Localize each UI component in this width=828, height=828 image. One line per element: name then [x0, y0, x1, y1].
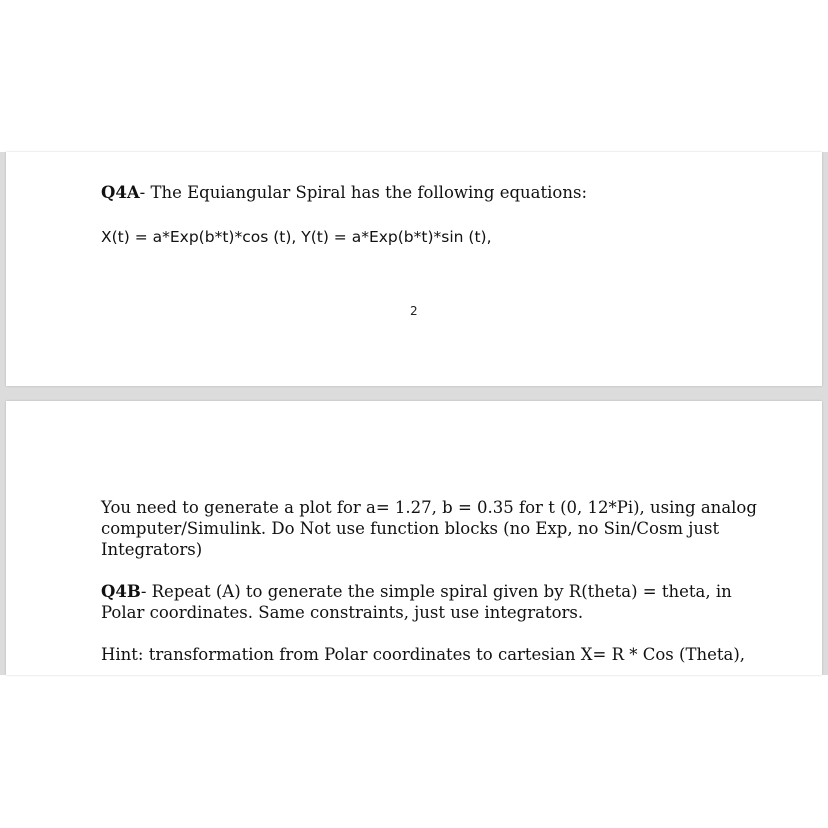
q4b-line-2: Polar coordinates. Same constraints, just use integrators.	[101, 603, 584, 622]
q4a-text: - The Equiangular Spiral has the following equations:	[139, 183, 588, 202]
instruction-line-3: Integrators)	[101, 540, 203, 559]
document-page-2	[6, 401, 822, 675]
instruction-line-2: computer/Simulink. Do Not use function blocks (no Exp, no Sin/Cosm just	[101, 519, 720, 538]
q4b-label: Q4B	[101, 582, 141, 601]
instruction-line-1: You need to generate a plot for a= 1.27, b = 0.35 for t (0, 12*Pi), using analog	[101, 498, 757, 517]
q4a-label: Q4A	[101, 183, 140, 202]
spiral-equations: X(t) = a*Exp(b*t)*cos (t), Y(t) = a*Exp(b*t)*sin (t),	[101, 228, 492, 246]
q4b-line-1	[101, 581, 732, 603]
q4b-text-1: - Repeat (A) to generate the simple spiral given by R(theta) = theta, in	[140, 582, 732, 601]
document-viewer[interactable]	[0, 152, 828, 675]
page-number: 2	[410, 304, 418, 318]
q4a-heading	[101, 182, 587, 204]
document-page-1	[6, 152, 822, 386]
hint-text: Hint: transformation from Polar coordinates to cartesian X= R * Cos (Theta),	[101, 645, 745, 664]
